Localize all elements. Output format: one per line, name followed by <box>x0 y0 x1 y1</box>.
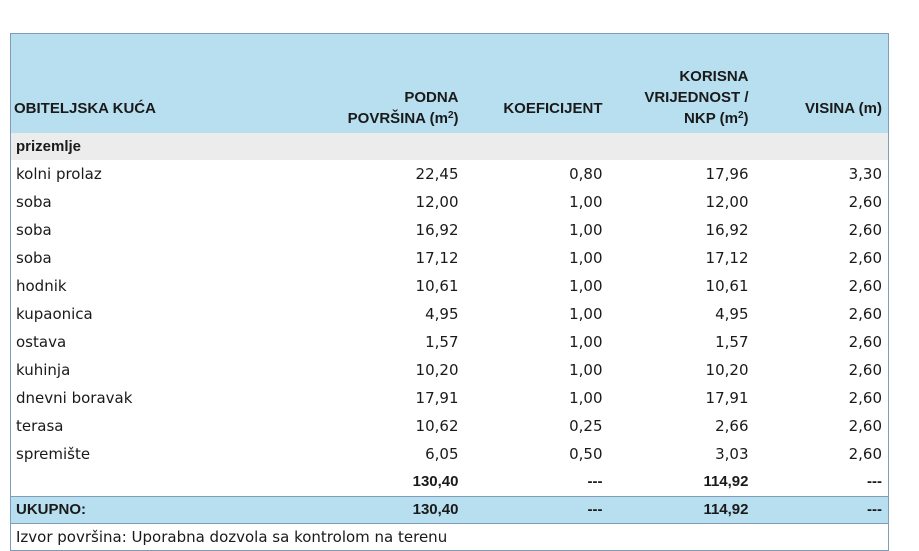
height-cell: 2,60 <box>848 277 882 295</box>
coefficient-cell: 0,25 <box>569 417 603 435</box>
header-area-line2: POVRŠINA (m <box>347 110 448 127</box>
floor-area-cell: 10,20 <box>415 361 459 379</box>
height-cell: 2,60 <box>848 305 882 323</box>
subtotal-row <box>11 468 889 497</box>
height-cell: 2,60 <box>848 333 882 351</box>
room-name-cell: ostava <box>16 333 67 351</box>
floor-area-cell: 4,95 <box>425 305 459 323</box>
floor-area-cell: 130,40 <box>293 497 465 524</box>
floor-area-cell: 16,92 <box>415 221 459 239</box>
room-name-cell <box>11 468 293 497</box>
total-row <box>11 497 889 524</box>
table-row <box>11 440 889 468</box>
room-name-cell: hodnik <box>16 277 67 295</box>
section-label: prizemlje <box>11 133 889 160</box>
table-row <box>11 328 889 356</box>
height-cell: 2,60 <box>848 193 882 211</box>
room-name-cell: terasa <box>16 417 64 435</box>
coefficient-cell: 1,00 <box>569 193 603 211</box>
floor-area-cell: 130,40 <box>293 468 465 497</box>
coefficient-cell: 0,50 <box>569 445 603 463</box>
table-row <box>11 272 889 300</box>
usable-value-cell: 12,00 <box>705 193 749 211</box>
height-cell: 2,60 <box>848 389 882 407</box>
coefficient-cell: 1,00 <box>569 249 603 267</box>
coefficient-cell: 1,00 <box>569 333 603 351</box>
room-name-cell: kuhinja <box>16 361 71 379</box>
table-row <box>11 412 889 440</box>
usable-value-cell: 114,92 <box>609 497 755 524</box>
coefficient-cell: --- <box>465 468 609 497</box>
header-nkp-sup: 2 <box>737 110 744 121</box>
floor-area-cell: 22,45 <box>415 165 459 183</box>
coefficient-cell: 1,00 <box>569 389 603 407</box>
usable-value-cell: 10,20 <box>705 361 749 379</box>
header-area-sup: 2 <box>447 110 454 121</box>
height-cell: --- <box>755 468 889 497</box>
table-row <box>11 384 889 412</box>
header-row <box>11 34 889 134</box>
room-name-cell: soba <box>16 249 52 267</box>
height-cell: 2,60 <box>848 361 882 379</box>
usable-value-cell: 16,92 <box>705 221 749 239</box>
coefficient-cell: 1,00 <box>569 221 603 239</box>
header-name-text: OBITELJSKA KUĆA <box>14 100 156 117</box>
room-name-cell: soba <box>16 193 52 211</box>
usable-value-cell: 17,12 <box>705 249 749 267</box>
floor-area-cell: 10,61 <box>415 277 459 295</box>
height-cell: 3,30 <box>848 165 882 183</box>
room-name-cell: UKUPNO: <box>11 497 293 524</box>
header-koef <box>465 34 609 134</box>
table-row <box>11 356 889 384</box>
height-cell: 2,60 <box>848 445 882 463</box>
usable-value-cell: 17,91 <box>705 389 749 407</box>
coefficient-cell: 0,80 <box>569 165 603 183</box>
table-body <box>11 133 889 551</box>
floor-area-cell: 12,00 <box>415 193 459 211</box>
table-row <box>11 216 889 244</box>
floor-area-cell: 1,57 <box>425 333 459 351</box>
header-nkp-line2: VRIJEDNOST / <box>644 89 749 106</box>
header-visina <box>755 34 889 134</box>
usable-value-cell: 114,92 <box>609 468 755 497</box>
header-nkp <box>609 34 755 134</box>
header-nkp-line3: NKP (m <box>684 110 738 127</box>
coefficient-cell: --- <box>465 497 609 524</box>
usable-value-cell: 17,96 <box>705 165 749 183</box>
header-area-line1: PODNA <box>404 89 459 106</box>
coefficient-cell: 1,00 <box>569 361 603 379</box>
source-row <box>11 524 889 551</box>
header-nkp-end: ) <box>743 110 749 127</box>
header-area-end: ) <box>453 110 459 127</box>
coefficient-cell: 1,00 <box>569 305 603 323</box>
usable-value-cell: 3,03 <box>715 445 749 463</box>
header-area <box>293 34 465 134</box>
section-row <box>11 133 889 160</box>
header-nkp-line1: KORISNA <box>679 68 749 85</box>
header-koef-text: KOEFICIJENT <box>503 100 603 117</box>
floor-area-cell: 17,91 <box>415 389 459 407</box>
table-row <box>11 160 889 188</box>
floor-area-cell: 10,62 <box>415 417 459 435</box>
table-row <box>11 244 889 272</box>
room-name-cell: spremište <box>16 445 91 463</box>
header-visina-text: VISINA (m) <box>805 100 882 117</box>
room-name-cell: dnevni boravak <box>16 389 133 407</box>
usable-value-cell: 10,61 <box>705 277 749 295</box>
usable-value-cell: 1,57 <box>715 333 749 351</box>
room-name-cell: soba <box>16 221 52 239</box>
header-name <box>11 34 293 134</box>
coefficient-cell: 1,00 <box>569 277 603 295</box>
height-cell: --- <box>755 497 889 524</box>
table-row <box>11 300 889 328</box>
usable-value-cell: 4,95 <box>715 305 749 323</box>
height-cell: 2,60 <box>848 221 882 239</box>
area-table-container <box>10 33 888 551</box>
room-name-cell: kolni prolaz <box>16 165 102 183</box>
usable-value-cell: 2,66 <box>715 417 749 435</box>
height-cell: 2,60 <box>848 417 882 435</box>
floor-area-cell: 17,12 <box>415 249 459 267</box>
floor-area-cell: 6,05 <box>425 445 459 463</box>
table-row <box>11 188 889 216</box>
area-table <box>10 33 889 551</box>
source-note: Izvor površina: Uporabna dozvola sa kontrolom na terenu <box>16 528 448 546</box>
height-cell: 2,60 <box>848 249 882 267</box>
room-name-cell: kupaonica <box>16 305 93 323</box>
